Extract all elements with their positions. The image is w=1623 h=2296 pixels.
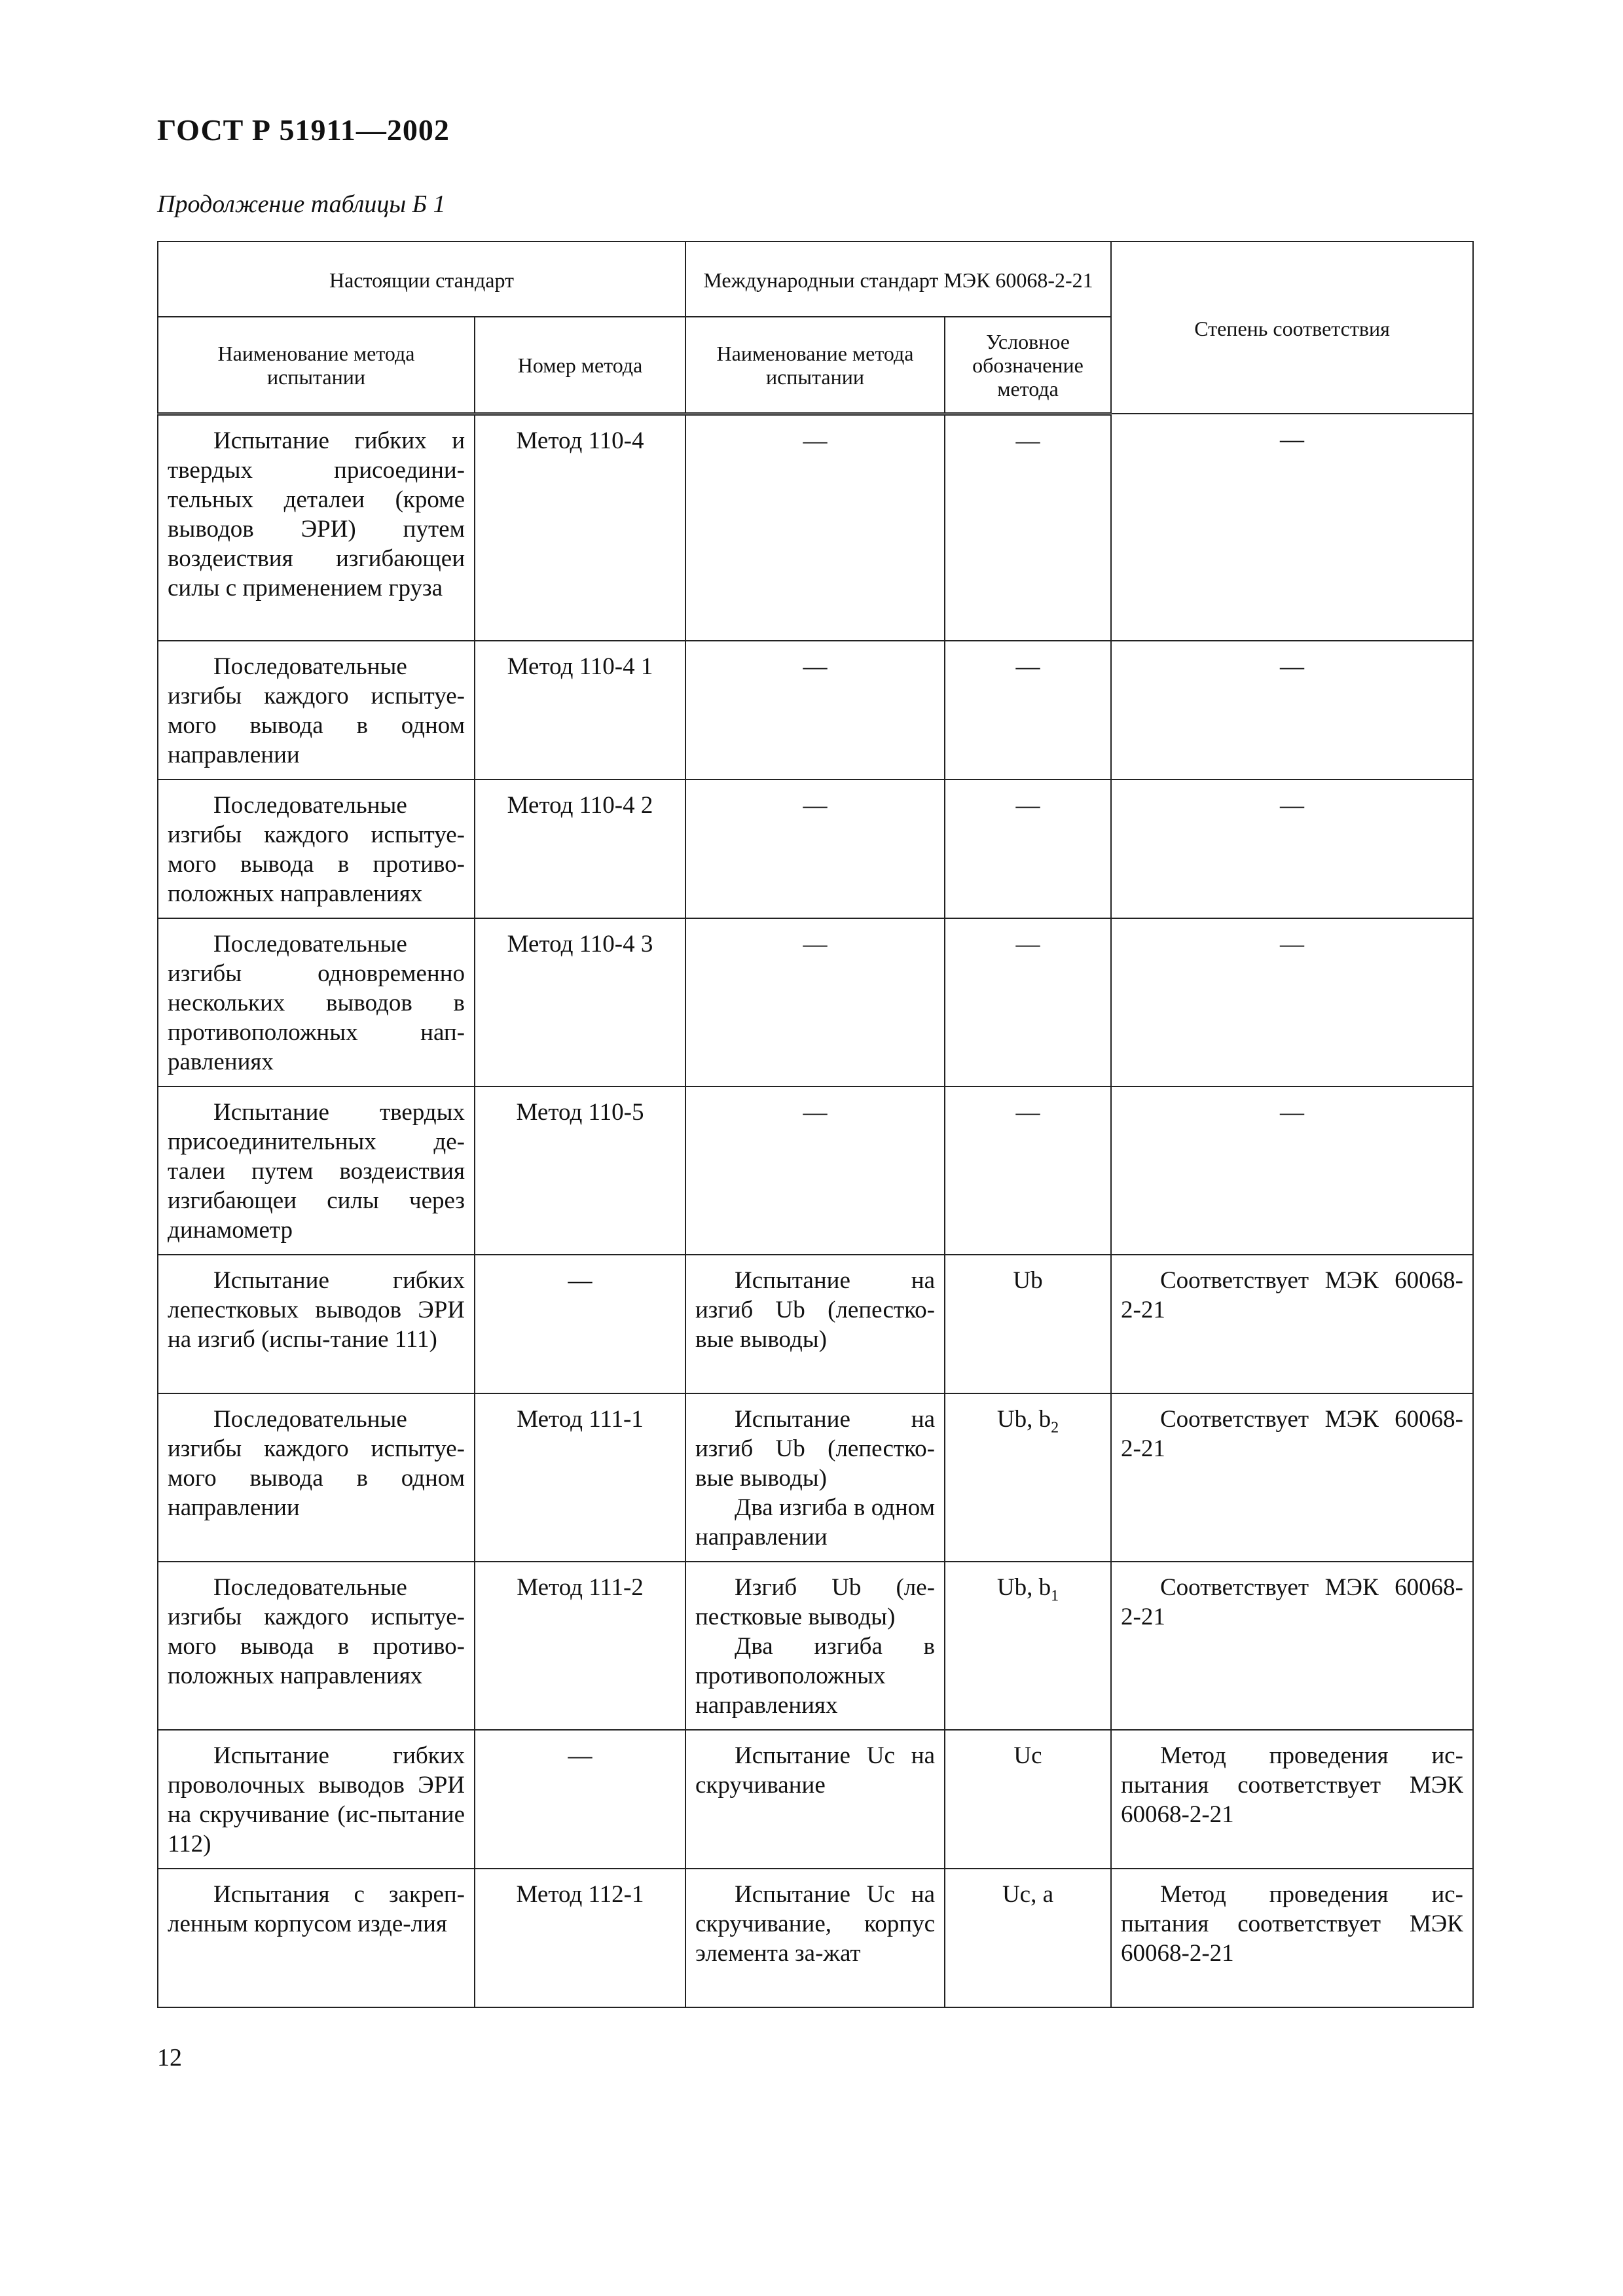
cell-method-name: Последовательные изгибы одновременно нескольких выводов в противоположных нап-равлениях [158,918,475,1086]
cell-compliance: — [1111,641,1473,780]
symbol-subscript: 2 [1051,1419,1059,1437]
cell-method-number: — [475,1255,685,1393]
cell-intl-method-name: — [685,414,945,641]
cell-compliance: Соответствует МЭК 60068-2-21 [1111,1562,1473,1730]
table-row [158,780,1473,918]
cell-intl-method-name: Испытание Uc на скручивание [685,1730,945,1869]
cell-method-name: Последовательные изгибы каждого испытуе-мого вывода в противо-положных направлениях [158,1562,475,1730]
cell-method-name: Испытание гибких и твердых присоедини-тельных деталеи (кроме выводов ЭРИ) путем воздеиствия изгибающеи силы с применением груза [158,414,475,641]
cell-method-number: Метод 110-4 3 [475,918,685,1086]
intl-method-name-text: Испытание на изгиб Ub (лепестко-вые выводы) [695,1406,935,1492]
cell-method-number: Метод 112-1 [475,1869,685,2007]
symbol-text: Ub, b [996,1406,1051,1433]
table-row [158,1255,1473,1393]
document-title: ГОСТ Р 51911—2002 [157,113,450,147]
cell-symbol: — [945,641,1111,780]
header-compliance-degree: Степень соответствия [1111,242,1473,414]
header-symbol: Условное обозначение метода [945,317,1111,414]
table-row [158,641,1473,780]
cell-intl-method-name: — [685,918,945,1086]
header-present-standard: Настоящии стандарт [158,242,685,317]
intl-method-name-extra: Два изгиба в противоположных направлениях [695,1633,935,1719]
cell-intl-method-name: — [685,641,945,780]
cell-method-name: Последовательные изгибы каждого испытуе-мого вывода в противо-положных направлениях [158,780,475,918]
cell-intl-method-name: — [685,780,945,918]
table-row [158,1730,1473,1869]
cell-method-name: Испытание гибких проволочных выводов ЭРИ на скручивание (ис-пытание 112) [158,1730,475,1869]
table-row [158,1086,1473,1255]
cell-method-number: Метод 110-4 1 [475,641,685,780]
cell-method-number: Метод 110-5 [475,1086,685,1255]
cell-method-name: Испытания с закреп-ленным корпусом изде-лия [158,1869,475,2007]
intl-method-name-text: Изгиб Ub (ле-пестковые выводы) [695,1574,935,1630]
cell-method-number: Метод 110-4 2 [475,780,685,918]
header-method-name: Наименование метода испытании [158,317,475,414]
symbol-subscript: 1 [1051,1587,1059,1605]
cell-compliance: — [1111,918,1473,1086]
cell-method-number: Метод 111-1 [475,1393,685,1562]
cell-symbol [945,1562,1111,1730]
cell-symbol: — [945,780,1111,918]
cell-method-number: Метод 111-2 [475,1562,685,1730]
cell-symbol: Uc [945,1730,1111,1869]
cell-symbol [945,1393,1111,1562]
table-row [158,414,1473,641]
cell-method-name: Испытание гибких лепестковых выводов ЭРИ на изгиб (испы-тание 111) [158,1255,475,1393]
cell-symbol: — [945,1086,1111,1255]
intl-method-name-extra: Два изгиба в одном направлении [695,1494,935,1551]
cell-method-number: Метод 110-4 [475,414,685,641]
table-continuation-caption: Продолжение таблицы Б 1 [157,190,446,218]
cell-compliance: Соответствует МЭК 60068-2-21 [1111,1255,1473,1393]
cell-method-name: Испытание твердых присоединительных де-талеи путем воздеиствия изгибающеи силы через динамометр [158,1086,475,1255]
table-row [158,918,1473,1086]
cell-intl-method-name: Испытание на изгиб Ub (лепестко-вые выводы) [685,1255,945,1393]
table-row [158,1869,1473,2007]
header-intl-method-name: Наименование метода испытании [685,317,945,414]
cell-symbol: — [945,918,1111,1086]
cell-method-number: — [475,1730,685,1869]
cell-intl-method-name: — [685,1086,945,1255]
cell-intl-method-name [685,1393,945,1562]
cell-intl-method-name: Испытание Uc на скручивание, корпус элемента за-жат [685,1869,945,2007]
header-international-standard: Международныи стандарт МЭК 60068-2-21 [685,242,1111,317]
cell-symbol: Ub [945,1255,1111,1393]
cell-compliance: — [1111,780,1473,918]
table-row [158,1562,1473,1730]
comparison-table [157,241,1474,2008]
cell-method-name: Последовательные изгибы каждого испытуе-мого вывода в одном направлении [158,641,475,780]
table-row [158,1393,1473,1562]
cell-compliance: Метод проведения ис-пытания соответствует МЭК 60068-2-21 [1111,1869,1473,2007]
cell-compliance: — [1111,1086,1473,1255]
cell-method-name: Последовательные изгибы каждого испытуе-мого вывода в одном направлении [158,1393,475,1562]
cell-compliance: Метод проведения ис-пытания соответствует МЭК 60068-2-21 [1111,1730,1473,1869]
page-number: 12 [157,2044,182,2072]
header-method-number: Номер метода [475,317,685,414]
cell-intl-method-name [685,1562,945,1730]
cell-compliance: — [1111,414,1473,641]
cell-symbol: — [945,414,1111,641]
symbol-text: Ub, b [996,1574,1051,1601]
cell-symbol: Uc, a [945,1869,1111,2007]
cell-compliance: Соответствует МЭК 60068-2-21 [1111,1393,1473,1562]
